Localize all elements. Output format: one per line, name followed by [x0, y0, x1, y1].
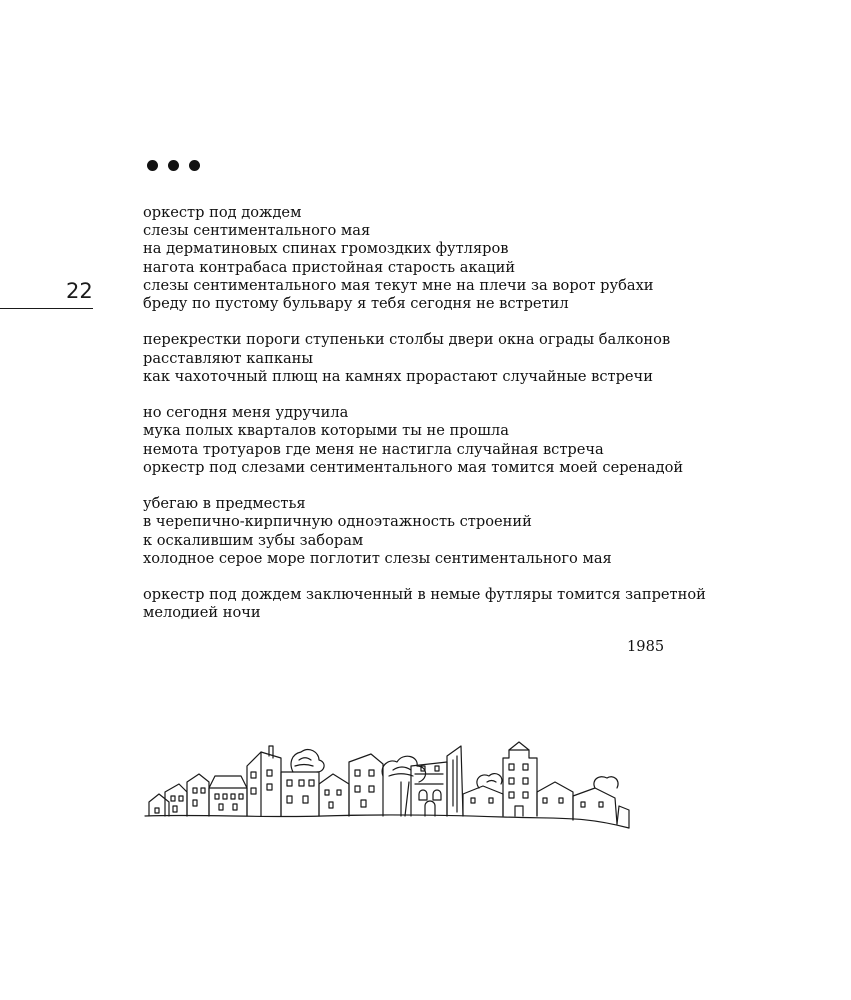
stanza-4 — [143, 495, 703, 568]
page-number-rule — [0, 308, 93, 309]
poem-line: расставляют капканы — [143, 349, 313, 367]
poem-line: бреду по пустому бульвару я тебя сегодня не встретил — [143, 295, 569, 313]
poem-line: оркестр под дождем заключенный в немые футляры томится запретной — [143, 586, 706, 604]
poem-line: слезы сентиментального мая — [143, 222, 371, 240]
poem-line: перекрестки пороги ступеньки столбы двери окна ограды балконов — [143, 331, 671, 349]
poem-line: мелодией ночи — [143, 604, 261, 622]
poem-line: холодное серое море поглотит слезы сентиментального мая — [143, 549, 612, 567]
poem-line: к оскалившим зубы заборам — [143, 531, 364, 549]
dot-icon — [189, 160, 200, 171]
poem-line: нагота контрабаса пристойная старость акаций — [143, 258, 516, 276]
section-separator-dots-icon — [147, 160, 200, 171]
poem-line: на дерматиновых спинах громоздких футляров — [143, 240, 509, 258]
page-number: 22 — [66, 279, 93, 303]
stanza-5 — [143, 586, 706, 622]
poem-line: как чахоточный плющ на камнях прорастают случайные встречи — [143, 367, 653, 385]
poem-line: оркестр под слезами сентиментального мая томится моей серенадой — [143, 458, 684, 476]
poem-line: немота тротуаров где меня не настигла случайная встреча — [143, 440, 604, 458]
poem-line: но сегодня меня удручила — [143, 404, 349, 422]
townscape-illustration — [143, 736, 633, 832]
stanza-1 — [143, 204, 703, 313]
poem-line: в черепично-кирпичную одноэтажность строений — [143, 513, 532, 531]
poem-line: слезы сентиментального мая текут мне на плечи за ворот рубахи — [143, 276, 654, 294]
poem-line: мука полых кварталов которыми ты не прошла — [143, 422, 509, 440]
poem-year: 1985 — [627, 638, 665, 655]
stanza-2 — [143, 331, 703, 386]
dot-icon — [168, 160, 179, 171]
poem-line: оркестр под дождем — [143, 204, 302, 221]
poem-line: убегаю в предместья — [143, 495, 306, 513]
stanza-3 — [143, 404, 703, 477]
poem-body — [143, 204, 706, 641]
dot-icon — [147, 160, 158, 171]
